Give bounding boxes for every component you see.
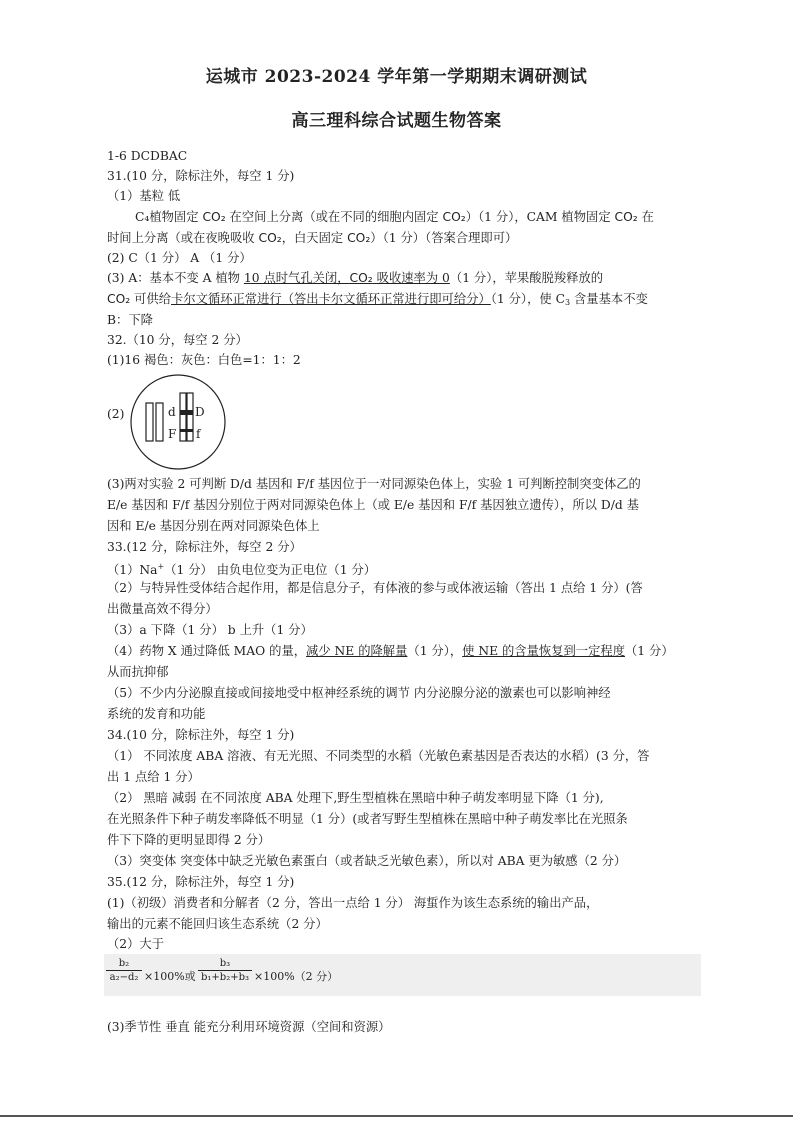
co2-formula: CO₂ <box>442 210 466 224</box>
chromosome-3 <box>180 393 186 441</box>
cell-outline <box>131 375 225 469</box>
gene-locus-f <box>187 429 193 432</box>
q32-part1: (1)16 褐色：灰色：白色=1：1：2 <box>107 353 301 367</box>
fraction-2-numerator: b₃ <box>219 958 231 969</box>
q32-part3-line2: E/e 基因和 F/f 基因分别位于两对同源染色体上（或 E/e 基因和 F/f 基因独立遗传），所以 D/d 基 <box>107 498 639 512</box>
fraction-2 <box>198 958 252 983</box>
q32-part3-line1: (3)两对实验 2 可判断 D/d 基因和 F/f 基因位于一对同源染色体上，实验 1 可判断控制突变体乙的 <box>107 477 641 491</box>
formula-mid: ×100%或 <box>144 970 196 983</box>
q32-part2-label: (2) <box>107 407 125 421</box>
document-subtitle: 高三理科综合试题生物答案 <box>291 111 502 131</box>
chromosome-4 <box>187 393 193 441</box>
gene-label-f: f <box>196 427 201 441</box>
q31-part3-line1: (3) A：基本不变 A 植物 10 点时气孔关闭，CO₂ 吸收速率为 0（1 分），苹果酸脱羧释放的 <box>107 271 604 285</box>
q31-part3-b: B：下降 <box>107 313 153 327</box>
page-bottom-rule <box>0 1115 793 1117</box>
q33-part4-line1: （4）药物 X 通过降低 MAO 的量，减少 NE 的降解量（1 分），使 NE 的含量恢复到一定程度（1 分） <box>107 644 674 658</box>
q33-header: 33.(12 分，除标注外，每空 2 分） <box>107 540 302 554</box>
co2-formula: CO₂ <box>107 292 131 306</box>
fraction-1-denominator: a₂−d₂ <box>109 972 139 983</box>
fraction-1 <box>106 958 142 983</box>
q34-part1-line2: 出 1 点给 1 分） <box>107 770 200 784</box>
q34-part2-line2: 在光照条件下种子萌发率降低不明显（1 分）(或者写野生型植株在黑暗中种子萌发率比在光照条 <box>107 812 628 826</box>
q33-part1: （1）Na+（1 分） 由负电位变为正电位（1 分） <box>107 562 377 577</box>
q33-part2-line2: 出微量高效不得分） <box>107 602 218 616</box>
fraction-1-numerator: b₂ <box>118 958 130 969</box>
co2-formula: CO₂ <box>258 231 282 245</box>
chromosome-2 <box>156 403 163 441</box>
q35-part2: （2）大于 <box>107 937 165 951</box>
q35-part1-line2: 输出的元素不能回归该生态系统（2 分） <box>107 917 328 931</box>
co2-formula: CO₂ <box>202 210 226 224</box>
fraction-1-bar <box>106 970 142 971</box>
q35-header: 35.(12 分，除标注外，每空 1 分) <box>107 875 295 889</box>
gene-label-D: D <box>195 405 205 419</box>
q31-part1: （1）基粒 低 <box>107 189 181 203</box>
fraction-2-bar <box>198 970 252 971</box>
co2-formula: CO₂ <box>614 210 638 224</box>
formula-answer-box <box>104 954 701 996</box>
mc-answers: 1-6 DCDBAC <box>107 149 188 163</box>
fraction-2-denominator: b₁+b₂+b₃ <box>201 972 249 983</box>
q32-part3-line3: 因和 E/e 基因分别在两对同源染色体上 <box>107 519 320 533</box>
document-title: 运城市 2023-2024 学年第一学期期末调研测试 <box>205 67 588 87</box>
gene-label-d: d <box>168 405 176 419</box>
q31-part1-explain-line2: 时间上分离（或在夜晚吸收 CO₂，白天固定 CO₂）（1 分）（答案合理即可） <box>107 231 518 245</box>
co2-formula: CO₂ <box>347 231 371 245</box>
q31-part2: (2) C（1 分） A （1 分） <box>107 251 252 265</box>
q31-part1-explain-line1: C₄植物固定 CO₂ 在空间上分离（或在不同的细胞内固定 CO₂）（1 分），CAM 植物固定 CO₂ 在 <box>135 210 654 224</box>
q33-part4-line2: 从而抗抑郁 <box>107 665 169 679</box>
formula-tail: ×100%（2 分） <box>254 970 339 983</box>
q33-part5-line1: （5）不少内分泌腺直接或间接地受中枢神经系统的调节 内分泌腺分泌的激素也可以影响神经 <box>107 686 611 700</box>
q35-part1-line1: (1)（初级）消费者和分解者（2 分，答出一点给 1 分） 海蜇作为该生态系统的输出产品， <box>107 896 599 910</box>
q35-part3: (3)季节性 垂直 能充分利用环境资源（空间和资源） <box>107 1020 391 1034</box>
q34-part1-line1: （1） 不同浓度 ABA 溶液、有无光照、不同类型的水稻（光敏色素基因是否表达的水稻）(3 分，答 <box>107 749 650 763</box>
q34-part3: （3）突变体 突变体中缺乏光敏色素蛋白（或者缺乏光敏色素），所以对 ABA 更为敏感（2 分） <box>107 854 627 868</box>
q32-header: 32.（10 分，每空 2 分） <box>107 333 248 347</box>
co2-formula: CO₂ <box>349 271 373 285</box>
q31-part3-line2: CO₂ 可供给卡尔文循环正常进行（答出卡尔文循环正常进行即可给分）（1 分），使 $C_3$ 含量基本不变 <box>107 292 648 307</box>
q33-part3: （3）a 下降（1 分） b 上升（1 分） <box>107 623 313 637</box>
q33-part2-line1: （2）与特异性受体结合起作用，都是信息分子，有体液的参与或体液运输（答出 1 点给 1 分）(答 <box>107 581 643 595</box>
gene-locus-F <box>180 429 186 432</box>
q33-part5-line2: 系统的发育和功能 <box>107 707 206 721</box>
chromosome-1 <box>146 403 153 441</box>
chromosome-diagram <box>128 372 228 472</box>
gene-label-F: F <box>168 427 177 441</box>
gene-locus-D <box>187 410 193 415</box>
q34-header: 34.(10 分，除标注外，每空 1 分) <box>107 728 295 742</box>
q34-part2-line1: （2） 黑暗 减弱 在不同浓度 ABA 处理下,野生型植株在黑暗中种子萌发率明显下降（1 分), <box>107 791 604 805</box>
q34-part2-line3: 件下下降的更明显即得 2 分） <box>107 833 271 847</box>
gene-locus-d <box>180 410 186 415</box>
q31-header: 31.(10 分，除标注外，每空 1 分) <box>107 169 295 183</box>
